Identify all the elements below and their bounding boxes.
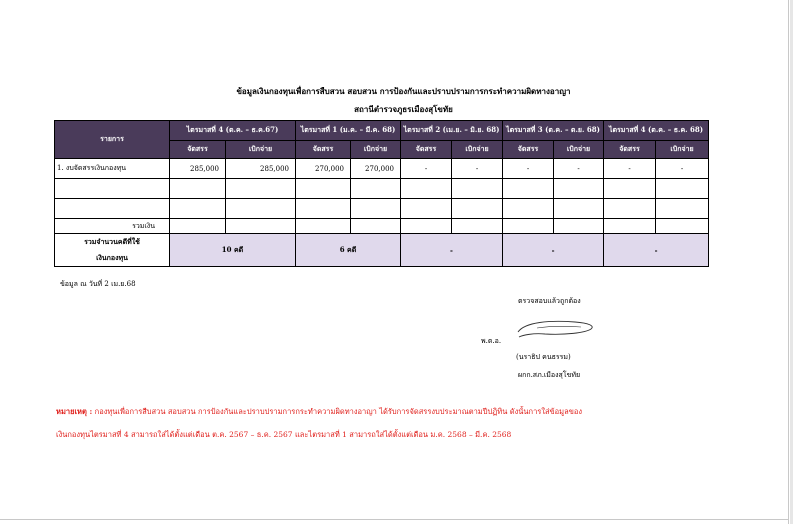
table-cell: - — [554, 159, 604, 179]
cases-cell: 10 คดี — [170, 234, 296, 267]
officer-position: ผกก.สภ.เมืองสุโขทัย — [518, 371, 581, 379]
header-alloc: จัดสรร — [170, 141, 226, 159]
header-spend: เบิกจ่าย — [656, 141, 709, 159]
header-alloc: จัดสรร — [401, 141, 452, 159]
table-cell: - — [401, 159, 452, 179]
cases-cell: 6 คดี — [296, 234, 401, 267]
header-quarter: ไตรมาสที่ 3 (ต.ค. – ต.ย. 68) — [503, 121, 604, 141]
header-quarter: ไตรมาสที่ 4 (ต.ค. – ธ.ค. 68) — [604, 121, 709, 141]
table-cell: 270,000 — [351, 159, 401, 179]
header-spend: เบิกจ่าย — [226, 141, 296, 159]
header-quarter: ไตรมาสที่ 4 (ต.ค. – ธ.ค.67) — [170, 121, 296, 141]
cases-label-line: รวมจำนวนคดีที่ใช้ — [84, 237, 140, 246]
table-cell: 285,000 — [226, 159, 296, 179]
cases-label-line: เงินกองทุน — [96, 253, 128, 262]
cases-cell: - — [401, 234, 503, 267]
header-quarter: ไตรมาสที่ 2 (เม.ย. – มิ.ย. 68) — [401, 121, 503, 141]
remark-label: หมายเหตุ : — [56, 407, 93, 416]
header-alloc: จัดสรร — [503, 141, 554, 159]
cases-cell: - — [604, 234, 709, 267]
cases-label — [55, 234, 170, 267]
header-item: รายการ — [55, 121, 170, 159]
data-date: ข้อมูล ณ วันที่ 2 เม.ย.68 — [60, 280, 136, 288]
page-subtitle: สถานีตำรวจภูธรเมืองสุโขทัย — [354, 104, 453, 114]
verified-text: ตรวจสอบแล้วถูกต้อง — [518, 297, 581, 305]
total-row — [55, 219, 709, 234]
table-row — [55, 159, 709, 179]
header-spend: เบิกจ่าย — [351, 141, 401, 159]
page-shadow — [790, 0, 793, 524]
cases-cell: - — [503, 234, 604, 267]
remark-line-1 — [56, 406, 582, 418]
page-edge — [788, 0, 789, 524]
header-spend: เบิกจ่าย — [554, 141, 604, 159]
header-alloc: จัดสรร — [604, 141, 656, 159]
table-cell: 285,000 — [170, 159, 226, 179]
row-label: 1. งบจัดสรรเงินกองทุน — [55, 159, 170, 179]
header-quarter: ไตรมาสที่ 1 (ม.ค. – มี.ค. 68) — [296, 121, 401, 141]
cases-row — [55, 234, 709, 267]
table-cell: - — [503, 159, 554, 179]
table-row-empty — [55, 179, 709, 199]
fund-table — [54, 120, 709, 267]
table-cell: - — [604, 159, 656, 179]
total-label: รวมเงิน — [55, 219, 170, 234]
page-title: ข้อมูลเงินกองทุนเพื่อการสืบสวน สอบสวน การป้องกันและปราบปรามการกระทำความผิดทางอาญา — [236, 86, 571, 96]
header-alloc: จัดสรร — [296, 141, 351, 159]
signature-image — [515, 318, 597, 340]
remark-text: กองทุนเพื่อการสืบสวน สอบสวน การป้องกันและปราบปรามการกระทำความผิดทางอาญา ได้รับการจัดสรรงบประมาณตามปีปฏิทิน ดังนั้นการใส่ข้อมูลของ — [92, 407, 583, 416]
remark-line-2: เงินกองทุนไตรมาสที่ 4 สามารถใส่ได้ตั้งแต่เดือน ต.ค. 2567 – ธ.ค. 2567 และไตรมาสที่ 1 สามารถใส่ได้ตั้งแต่เดือน ม.ค. 2568 – มี.ค. 2568 — [56, 430, 512, 439]
table-cell: - — [452, 159, 503, 179]
header-spend: เบิกจ่าย — [452, 141, 503, 159]
table-row-empty — [55, 199, 709, 219]
officer-rank: พ.ต.อ. — [481, 337, 502, 345]
page-edge-bottom — [0, 519, 789, 520]
table-cell: 270,000 — [296, 159, 351, 179]
officer-name: (นราธิป คนธรรม) — [516, 353, 571, 361]
table-cell: - — [656, 159, 709, 179]
